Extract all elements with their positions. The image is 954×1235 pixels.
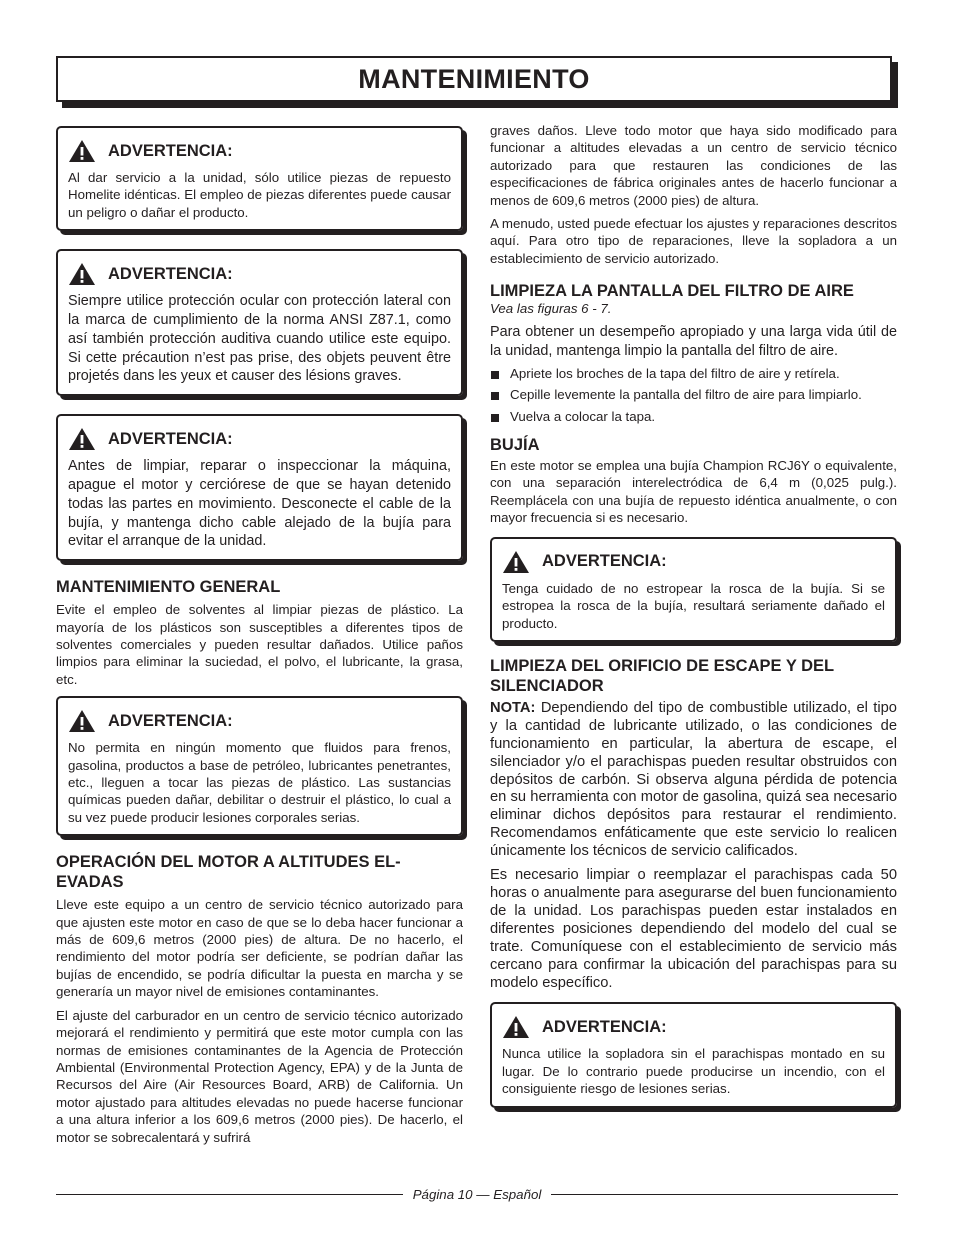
- warning-label: ADVERTENCIA:: [542, 1017, 667, 1036]
- warning-text: Tenga cuidado de no estropear la rosca de la bujía. Si se estropea la rosca de la bujía, resultará seriamente dañado el producto.: [502, 580, 885, 631]
- warning-triangle-icon: [68, 262, 96, 286]
- warning-label: ADVERTENCIA:: [108, 711, 233, 730]
- general-text: Evite el empleo de solventes al limpiar piezas de plástico. La mayoría de los plásticos son susceptibles a diferentes tipos de solventes comerciales y pueden resultar dañados. Utilice paños limpios para eliminar la suciedad, el polvo, el lubricante, la grasa, etc.: [56, 602, 463, 687]
- section-heading-exhaust: LIMPIEZA DEL ORIFICIO DE ESCAPE Y DEL SILENCIADOR: [490, 656, 834, 695]
- warning-text: Nunca utilice la sopladora sin el parachispas montado en su lugar. De lo contrario puede producirse un incendio, con el consiguiente riesgo de lesiones serias.: [502, 1046, 885, 1097]
- section-heading-spark-plug: BUJÍA: [490, 436, 540, 455]
- footer-rule: [56, 1194, 403, 1195]
- note-label: NOTA:: [490, 699, 536, 716]
- list-item: Cepille levemente la pantalla del filtro de aire para limpiarlo.: [490, 386, 897, 403]
- warning-label: ADVERTENCIA:: [108, 264, 233, 283]
- left-column: [56, 122, 463, 1146]
- altitude-continued: graves daños. Lleve todo motor que haya sido modificado para funcionar a altitudes elevadas a un centro de servicio técnico autorizado para que restauren las condiciones de las especificaciones de fábrica originales antes de hacerlo funcionar a menos de 609,6 metros (2000 pies) de altura.: [490, 123, 897, 208]
- footer-rule: [551, 1194, 898, 1195]
- filter-text: Para obtener un desempeño apropiado y una larga vida útil de la unidad, mantenga limpio la pantalla del filtro de aire.: [490, 324, 897, 360]
- warning-label: ADVERTENCIA:: [108, 141, 233, 160]
- page-footer: [56, 1184, 898, 1204]
- warning-label: ADVERTENCIA:: [542, 552, 667, 571]
- warning-triangle-icon: [68, 427, 96, 451]
- warning-box: [56, 126, 463, 231]
- warning-box: [56, 696, 463, 836]
- section-heading-filter: LIMPIEZA LA PANTALLA DEL FILTRO DE AIRE: [490, 282, 854, 301]
- adjust-text: A menudo, usted puede efectuar los ajustes y reparaciones descritos aquí. Para otro tipo de reparaciones, lleve la sopladora a un establecimiento de servicio autorizado.: [490, 216, 897, 266]
- page-number: Página 10 — Español: [412, 1186, 542, 1202]
- warning-text: No permita en ningún momento que fluidos para frenos, gasolina, productos a base de petróleo, lubricantes penetrantes, etc., lleguen a tocar las piezas de plástico. Las sustancias químicas pueden dañar, debilitar o destruir el plástico, lo cual a su vez puede producir lesiones corporales serias.: [68, 740, 451, 825]
- warning-text: Al dar servicio a la unidad, sólo utilice piezas de repuesto Homelite idénticas. El empleo de piezas diferentes puede causar un peligro o dañar el producto.: [68, 170, 451, 220]
- warning-label: ADVERTENCIA:: [108, 429, 233, 448]
- filter-steps-list: [490, 365, 897, 425]
- warning-text: Antes de limpiar, reparar o inspeccionar la máquina, apague el motor y cerciórese de que se hayan detenido todas las partes en movimiento. Desconecte el cable de la bujía, y mantenga dicho cable alejado de la bujía para evitar el arranque de la unidad.: [68, 458, 451, 550]
- warning-triangle-icon: [68, 709, 96, 733]
- section-heading-general: MANTENIMIENTO GENERAL: [56, 578, 281, 597]
- warning-triangle-icon: [502, 1015, 530, 1039]
- warning-box: [56, 414, 463, 561]
- warning-box: [490, 1002, 897, 1107]
- warning-box: [490, 537, 897, 642]
- exhaust-paragraph: Es necesario limpiar o reemplazar el parachispas cada 50 horas o anualmente para asegurarse del buen funcionamiento de la unidad. Los parachispas pueden estar instalados en diferentes posiciones dependiendo del modelo del cual se trate. Comuníquese con el establecimiento de servicio más cercano para confirmar la ubicación del parachispas para su modelo específico.: [490, 867, 897, 991]
- warning-box: [56, 249, 463, 396]
- warning-triangle-icon: [502, 550, 530, 574]
- spark-plug-text: En este motor se emplea una bujía Champion RCJ6Y o equivalente, con una separación interelectródica de 6,4 m (0,025 pulg.). Reemplácela con una bujía de repuesto idéntica anualmente, o con mayor frecuencia si es necesario.: [490, 458, 897, 526]
- page-title: MANTENIMIENTO: [358, 63, 590, 94]
- right-column: [490, 122, 897, 1108]
- figure-reference: Vea las figuras 6 - 7.: [490, 301, 612, 317]
- list-item: Apriete los broches de la tapa del filtro de aire y retírela.: [490, 365, 897, 382]
- note-text: Dependiendo del tipo de combustible utilizado, el tipo y la cantidad de lubricante utilizado, o las condiciones de funcionamiento en particular, la abertura de escape, el silenciador y/o el parachispas pueden resultar obstruidos con depósitos de carbón. Si observa alguna pérdida de potencia en su herramienta con motor de gasolina, quizá sea necesario eliminar dichos depósitos para restaurar el rendimiento. Recomendamos enfáticamente que este servicio lo realicen únicamente los técnicos de servicio calificados.: [490, 699, 897, 860]
- altitude-paragraph: Lleve este equipo a un centro de servicio técnico autorizado para que ajusten este motor en caso de que se lo deba hacer funcionar a más de 609,6 metros (2000 pies) de altura. De no hacerlo, el rendimiento del motor podría ser deficiente, se podrían dañar las bujías de encendido, se podría dificultar la puesta en marcha y se generaría un mayor nivel de emisiones contaminantes.: [56, 897, 463, 1000]
- warning-triangle-icon: [68, 139, 96, 163]
- altitude-paragraph: El ajuste del carburador en un centro de servicio técnico autorizado mejorará el rendimiento y permitirá que este motor cumpla con las normas de emisiones contaminantes de la Agencia de Protección Ambiental (Environmental Protection Agency, EPA) y de la Junta de Recursos del Aire (Air Resources Board, ARB) de California. Un motor ajustado para altitudes elevadas no puede hacerse funcionar a una altura inferior a los 609,6 metros (2000 pies). De hacerlo, el motor se sobrecalentará y sufrirá: [56, 1007, 463, 1145]
- page-title-box: [56, 56, 892, 102]
- list-item: Vuelva a colocar la tapa.: [490, 408, 897, 425]
- exhaust-note: [490, 700, 897, 861]
- warning-text: Siempre utilice protección ocular con protección lateral con la marca de cumplimiento de la norma ANSI Z87.1, como así también protección auditiva cuando utilice este equipo. Si cette précaution n’est pas prise, des objets peuvent être projetés dans les yeux et causer des lésions graves.: [68, 293, 451, 385]
- section-heading-altitude: OPERACIÓN DEL MOTOR A ALTITUDES EL- EVADAS: [56, 853, 401, 892]
